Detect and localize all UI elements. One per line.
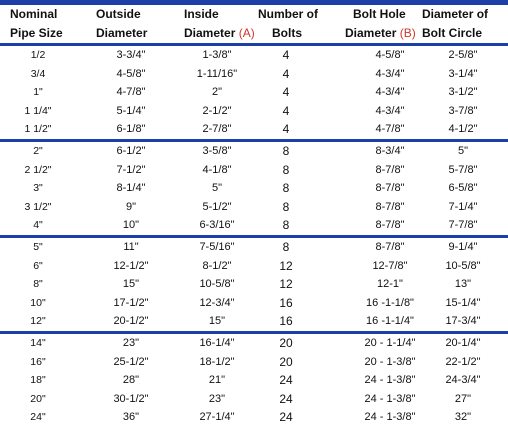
cell-pipe-size: 16"	[30, 355, 46, 368]
cell-number-of-bolts: 12	[279, 277, 293, 292]
cell-inside-diameter: 6-3/16"	[199, 219, 235, 232]
table-row	[0, 257, 508, 276]
cell-bolt-hole-diameter: 4-3/4"	[375, 104, 405, 117]
cell-pipe-size: 10"	[30, 296, 46, 309]
cell-bolt-hole-diameter: 4-7/8"	[375, 123, 405, 136]
cell-outside-diameter: 28"	[122, 374, 140, 387]
header-line: Outside	[96, 7, 141, 21]
cell-bolt-hole-diameter: 8-7/8"	[375, 240, 405, 253]
table-row	[0, 102, 508, 121]
cell-inside-diameter: 2-1/2"	[202, 104, 232, 117]
cell-bolt-circle-diameter: 20-1/4"	[445, 336, 481, 349]
cell-number-of-bolts: 8	[282, 199, 290, 214]
header-line: Pipe Size	[10, 26, 63, 40]
cell-outside-diameter: 8-1/4"	[116, 182, 146, 195]
cell-number-of-bolts: 16	[279, 314, 293, 329]
header-inside-diameter	[184, 5, 264, 43]
cell-bolt-circle-diameter: 3-1/2"	[448, 86, 478, 99]
header-bolt-circle-diameter	[422, 5, 504, 43]
cell-number-of-bolts: 8	[282, 218, 290, 233]
cell-inside-diameter: 8-1/2"	[202, 259, 232, 272]
cell-outside-diameter: 4-5/8"	[116, 67, 146, 80]
cell-inside-diameter: 2"	[211, 86, 223, 99]
table-row	[0, 334, 508, 353]
table-row	[0, 179, 508, 198]
cell-bolt-hole-diameter: 4-3/4"	[375, 67, 405, 80]
cell-outside-diameter: 6-1/8"	[116, 123, 146, 136]
cell-outside-diameter: 6-1/2"	[116, 144, 146, 157]
header-nominal-pipe-size	[10, 5, 74, 43]
cell-inside-diameter: 3-5/8"	[202, 144, 232, 157]
cell-outside-diameter: 11"	[123, 240, 139, 253]
cell-inside-diameter: 1-3/8"	[202, 49, 232, 61]
cell-bolt-hole-diameter: 8-7/8"	[375, 200, 405, 213]
cell-bolt-circle-diameter: 5"	[457, 144, 469, 157]
cell-pipe-size: 14"	[30, 336, 46, 349]
cell-pipe-size: 4"	[33, 219, 43, 232]
cell-number-of-bolts: 8	[282, 181, 290, 196]
cell-pipe-size: 1/2	[30, 49, 46, 61]
table-row	[0, 46, 508, 65]
size-group	[0, 43, 508, 139]
cell-bolt-hole-diameter: 16 -1-1/4"	[366, 315, 414, 328]
cell-bolt-circle-diameter: 9-1/4"	[448, 240, 478, 253]
header-line: Diameter	[96, 26, 148, 40]
table-row	[0, 312, 508, 331]
table-row	[0, 294, 508, 313]
cell-bolt-hole-diameter: 20 - 1-1/4"	[364, 336, 416, 349]
header-mark-a: (A)	[238, 26, 255, 40]
cell-number-of-bolts: 4	[282, 122, 290, 137]
cell-number-of-bolts: 20	[279, 354, 293, 369]
table-row	[0, 353, 508, 372]
cell-bolt-hole-diameter: 12-1"	[377, 278, 403, 291]
table-row	[0, 390, 508, 409]
cell-inside-diameter: 23"	[208, 392, 226, 405]
cell-pipe-size: 12"	[30, 315, 46, 328]
cell-inside-diameter: 7-5/16"	[199, 240, 235, 253]
table-row	[0, 371, 508, 390]
cell-inside-diameter: 10-5/8"	[199, 278, 235, 291]
size-group	[0, 331, 508, 427]
cell-pipe-size: 24"	[30, 411, 46, 424]
cell-bolt-circle-diameter: 3-1/4"	[448, 67, 478, 80]
cell-number-of-bolts: 8	[282, 162, 290, 177]
cell-pipe-size: 3"	[33, 182, 43, 195]
size-group	[0, 139, 508, 235]
header-line: Nominal	[10, 7, 58, 21]
cell-bolt-hole-diameter: 8-3/4"	[375, 144, 405, 157]
cell-outside-diameter: 3-3/4"	[116, 49, 146, 61]
cell-bolt-hole-diameter: 24 - 1-3/8"	[364, 392, 416, 405]
flange-dimension-table	[0, 5, 508, 427]
table-row	[0, 238, 508, 257]
cell-outside-diameter: 5-1/4"	[116, 104, 146, 117]
cell-bolt-hole-diameter: 12-7/8"	[372, 259, 408, 272]
header-text: Diameter	[345, 26, 397, 40]
cell-inside-diameter: 2-7/8"	[202, 123, 232, 136]
table-row	[0, 83, 508, 102]
cell-bolt-circle-diameter: 32"	[454, 411, 472, 424]
table-body	[0, 43, 508, 427]
header-line: Bolt Hole	[353, 7, 406, 21]
cell-number-of-bolts: 4	[282, 48, 290, 62]
table-row	[0, 408, 508, 427]
cell-bolt-hole-diameter: 16 -1-1/8"	[366, 296, 414, 309]
cell-outside-diameter: 15"	[122, 278, 140, 291]
cell-inside-diameter: 16-1/4"	[199, 336, 235, 349]
cell-bolt-hole-diameter: 20 - 1-3/8"	[364, 355, 416, 368]
cell-number-of-bolts: 4	[282, 85, 290, 100]
cell-bolt-circle-diameter: 15-1/4"	[445, 296, 481, 309]
cell-bolt-circle-diameter: 24-3/4"	[445, 374, 481, 387]
header-number-of-bolts	[258, 5, 330, 43]
cell-outside-diameter: 7-1/2"	[116, 163, 146, 176]
cell-outside-diameter: 36"	[122, 411, 140, 424]
cell-inside-diameter: 5-1/2"	[202, 200, 232, 213]
cell-bolt-circle-diameter: 6-5/8"	[448, 182, 478, 195]
size-group	[0, 235, 508, 331]
header-line: Diameter of	[422, 7, 489, 21]
cell-outside-diameter: 4-7/8"	[116, 86, 146, 99]
cell-pipe-size: 1 1/4"	[24, 104, 52, 117]
cell-bolt-hole-diameter: 8-7/8"	[375, 182, 405, 195]
cell-bolt-circle-diameter: 13"	[454, 278, 472, 291]
cell-pipe-size: 6"	[33, 259, 43, 272]
cell-bolt-circle-diameter: 22-1/2"	[445, 355, 481, 368]
cell-number-of-bolts: 8	[282, 239, 290, 254]
table-row	[0, 142, 508, 161]
cell-inside-diameter: 18-1/2"	[199, 355, 235, 368]
cell-bolt-circle-diameter: 7-7/8"	[448, 219, 478, 232]
cell-outside-diameter: 10"	[122, 219, 140, 232]
cell-number-of-bolts: 24	[279, 373, 293, 388]
header-line: Number of	[258, 7, 318, 21]
table-row	[0, 198, 508, 217]
cell-bolt-hole-diameter: 24 - 1-3/8"	[364, 411, 416, 424]
cell-bolt-circle-diameter: 3-7/8"	[448, 104, 478, 117]
cell-bolt-circle-diameter: 4-1/2"	[448, 123, 478, 136]
cell-bolt-hole-diameter: 4-5/8"	[375, 49, 405, 61]
cell-inside-diameter: 1-11/16"	[196, 67, 238, 80]
header-text: Diameter	[184, 26, 236, 40]
cell-bolt-circle-diameter: 27"	[454, 392, 472, 405]
table-row	[0, 120, 508, 139]
header-line: Bolt Circle	[422, 26, 483, 40]
cell-pipe-size: 1"	[33, 86, 43, 99]
header-mark-b: (B)	[399, 26, 416, 40]
cell-pipe-size: 18"	[30, 374, 46, 387]
cell-number-of-bolts: 12	[279, 258, 293, 273]
table-row	[0, 161, 508, 180]
cell-pipe-size: 2"	[33, 144, 43, 157]
header-line: Bolts	[272, 26, 302, 40]
header-line	[184, 24, 264, 43]
cell-number-of-bolts: 24	[279, 410, 293, 425]
cell-outside-diameter: 30-1/2"	[113, 392, 149, 405]
cell-inside-diameter: 5"	[211, 182, 223, 195]
table-row	[0, 275, 508, 294]
cell-number-of-bolts: 24	[279, 391, 293, 406]
cell-number-of-bolts: 20	[279, 335, 293, 350]
cell-outside-diameter: 25-1/2"	[113, 355, 149, 368]
cell-bolt-circle-diameter: 5-7/8"	[448, 163, 478, 176]
cell-pipe-size: 2 1/2"	[24, 163, 52, 176]
header-line: Inside	[184, 7, 219, 21]
cell-bolt-hole-diameter: 24 - 1-3/8"	[364, 374, 416, 387]
table-row	[0, 216, 508, 235]
cell-bolt-hole-diameter: 8-7/8"	[375, 163, 405, 176]
cell-pipe-size: 5"	[33, 240, 43, 253]
cell-bolt-circle-diameter: 2-5/8"	[448, 49, 478, 61]
header-bolt-hole-diameter	[345, 5, 427, 43]
cell-pipe-size: 20"	[30, 392, 46, 405]
cell-bolt-circle-diameter: 10-5/8"	[445, 259, 481, 272]
cell-inside-diameter: 21"	[208, 374, 226, 387]
cell-number-of-bolts: 16	[279, 295, 293, 310]
cell-inside-diameter: 27-1/4"	[199, 411, 235, 424]
cell-outside-diameter: 20-1/2"	[113, 315, 149, 328]
table-header	[0, 5, 508, 43]
cell-outside-diameter: 23"	[122, 336, 140, 349]
cell-outside-diameter: 12-1/2"	[113, 259, 149, 272]
cell-number-of-bolts: 4	[282, 103, 290, 118]
cell-inside-diameter: 15"	[208, 315, 226, 328]
cell-inside-diameter: 4-1/8"	[202, 163, 232, 176]
header-outside-diameter	[96, 5, 166, 43]
cell-pipe-size: 1 1/2"	[24, 123, 52, 136]
cell-pipe-size: 3 1/2"	[24, 200, 52, 213]
cell-number-of-bolts: 8	[282, 143, 290, 158]
cell-bolt-hole-diameter: 8-7/8"	[375, 219, 405, 232]
cell-outside-diameter: 17-1/2"	[113, 296, 149, 309]
cell-bolt-circle-diameter: 7-1/4"	[448, 200, 478, 213]
cell-bolt-circle-diameter: 17-3/4"	[445, 315, 481, 328]
cell-bolt-hole-diameter: 4-3/4"	[375, 86, 405, 99]
cell-inside-diameter: 12-3/4"	[199, 296, 235, 309]
cell-pipe-size: 3/4	[30, 67, 46, 80]
cell-number-of-bolts: 4	[282, 66, 290, 81]
header-line	[345, 24, 427, 43]
cell-pipe-size: 8"	[33, 278, 43, 291]
table-row	[0, 65, 508, 84]
cell-outside-diameter: 9"	[125, 200, 137, 213]
